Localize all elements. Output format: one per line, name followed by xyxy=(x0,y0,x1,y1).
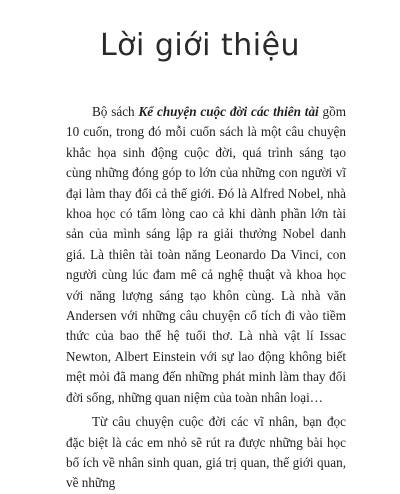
introduction-text xyxy=(66,102,346,494)
book-series-title: Kể chuyện cuộc đời các thiên tài xyxy=(138,104,319,119)
page-title: Lời giới thiệu xyxy=(99,28,301,63)
paragraph-1 xyxy=(66,102,346,408)
paragraph-1-text: gồm 10 cuốn, trong đó mỗi cuốn sách là một câu chuyện khắc họa sinh động cuộc đời, quá trình sáng tạo cùng những đóng góp to lớn của những con người vĩ đại làm thay đổi cả thế giới. Đó là Alfred Nobel, nhà khoa học có tấm lòng cao cả khi dành phần lớn tài sản của mình sáng lập ra giải thưởng Nobel danh giá. Là thiên tài toàn năng Leonardo Da Vinci, con người cùng lúc đam mê cả nghệ thuật và khoa học với năng lượng sáng tạo khôn cùng. Là nhà văn Andersen với những câu chuyện cổ tích đi vào tiềm thức của bao thế hệ tuổi thơ. Là nhà vật lí Issac Newton, Albert Einstein với sự lao động không biết mệt mỏi đã mang đến những phát minh làm thay đổi đời sống, những quan niệm của toàn nhân loại… xyxy=(66,104,346,405)
paragraph-2: Từ câu chuyện cuộc đời các vĩ nhân, bạn đọc đặc biệt là các em nhỏ sẽ rút ra được những bài học bổ ích về nhân sinh quan, giá trị quan, thế giới quan, về những xyxy=(66,414,346,491)
paragraph-1-lead: Bộ sách xyxy=(92,104,139,119)
